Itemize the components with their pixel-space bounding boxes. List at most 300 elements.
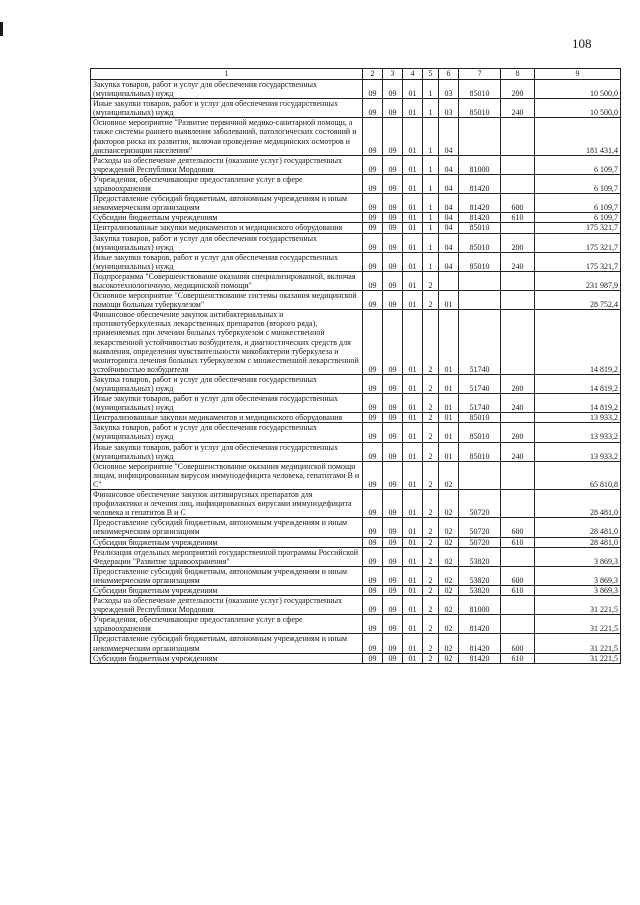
row-code-c4: 01 [403,423,423,442]
row-name: Расходы на обеспечение деятельности (оказание услуг) государственных учреждений Республики Мордовия [91,155,363,174]
row-code-c6: 04 [439,213,459,223]
row-code-c3: 09 [383,634,403,653]
row-amount: 10 500,0 [535,99,621,118]
table-row [91,461,621,489]
row-name: Субсидии бюджетным учреждениям [91,653,363,663]
column-header-7: 7 [459,69,501,80]
row-code-c6: 02 [439,547,459,566]
table-row [91,374,621,393]
row-code-c8: 600 [501,194,535,213]
table-row [91,80,621,99]
row-code-c8: 240 [501,394,535,413]
row-name: Подпрограмма "Совершенствование оказания специализированной, включая высокотехнологичную, медицинской помощи" [91,271,363,290]
row-code-c7: 53820 [459,566,501,585]
row-code-c5: 1 [423,213,439,223]
row-code-c3: 09 [383,223,403,233]
row-code-c7: 51740 [459,310,501,375]
row-code-c5: 1 [423,233,439,252]
row-code-c2: 09 [363,252,383,271]
row-code-c4: 01 [403,566,423,585]
table-row [91,518,621,537]
row-code-c7: 85010 [459,423,501,442]
row-code-c4: 01 [403,653,423,663]
row-code-c8 [501,223,535,233]
row-name: Иные закупки товаров, работ и услуг для обеспечения государственных (муниципальных) нужд [91,99,363,118]
row-code-c5: 2 [423,615,439,634]
row-code-c5: 2 [423,394,439,413]
row-code-c5: 1 [423,252,439,271]
row-code-c7: 81420 [459,213,501,223]
row-code-c5: 1 [423,80,439,99]
row-code-c2: 09 [363,155,383,174]
row-amount: 175 321,7 [535,223,621,233]
row-amount: 14 819,2 [535,394,621,413]
row-code-c7: 85010 [459,80,501,99]
row-code-c7: 85010 [459,252,501,271]
table-row [91,223,621,233]
row-amount: 175 321,7 [535,233,621,252]
row-code-c4: 01 [403,374,423,393]
row-name: Субсидии бюджетным учреждениям [91,585,363,595]
row-code-c4: 01 [403,461,423,489]
row-code-c8: 200 [501,80,535,99]
column-header-6: 6 [439,69,459,80]
row-code-c4: 01 [403,213,423,223]
row-code-c2: 09 [363,271,383,290]
column-header-5: 5 [423,69,439,80]
row-code-c6 [439,271,459,290]
row-code-c2: 09 [363,374,383,393]
row-code-c2: 09 [363,394,383,413]
row-code-c8: 240 [501,442,535,461]
row-name: Закупка товаров, работ и услуг для обеспечения государственных (муниципальных) нужд [91,233,363,252]
row-code-c3: 09 [383,653,403,663]
row-code-c3: 09 [383,291,403,310]
row-code-c5: 2 [423,653,439,663]
row-code-c5: 2 [423,442,439,461]
row-code-c2: 09 [363,223,383,233]
row-code-c2: 09 [363,423,383,442]
row-name: Предоставление субсидий бюджетным, автономным учреждениям и иным некоммерческим организациям [91,566,363,585]
row-code-c2: 09 [363,596,383,615]
row-code-c3: 09 [383,585,403,595]
row-code-c7: 51740 [459,374,501,393]
table-row [91,291,621,310]
row-amount: 31 221,5 [535,634,621,653]
row-code-c8 [501,461,535,489]
row-code-c4: 01 [403,194,423,213]
row-name: Централизованные закупки медикаментов и медицинского оборудования [91,413,363,423]
scan-edge-mark [0,22,3,36]
row-code-c5: 2 [423,596,439,615]
table-row [91,174,621,193]
row-name: Иные закупки товаров, работ и услуг для обеспечения государственных (муниципальных) нужд [91,442,363,461]
row-code-c6: 02 [439,615,459,634]
row-name: Иные закупки товаров, работ и услуг для обеспечения государственных (муниципальных) нужд [91,394,363,413]
row-code-c4: 01 [403,615,423,634]
row-code-c8: 240 [501,252,535,271]
row-code-c5: 2 [423,490,439,518]
table-row [91,537,621,547]
row-amount: 13 933,2 [535,442,621,461]
row-code-c6: 01 [439,442,459,461]
table-row [91,271,621,290]
row-code-c8: 600 [501,566,535,585]
row-code-c4: 01 [403,99,423,118]
table-row [91,310,621,375]
row-code-c6: 02 [439,566,459,585]
row-code-c2: 09 [363,585,383,595]
row-code-c7: 50720 [459,537,501,547]
row-code-c7 [459,118,501,155]
row-code-c4: 01 [403,155,423,174]
row-code-c2: 09 [363,213,383,223]
table-row [91,585,621,595]
row-code-c4: 01 [403,596,423,615]
row-code-c3: 09 [383,310,403,375]
table-row [91,233,621,252]
row-code-c3: 09 [383,423,403,442]
column-header-8: 8 [501,69,535,80]
row-code-c6: 04 [439,194,459,213]
row-code-c2: 09 [363,615,383,634]
row-name: Основное мероприятие "Совершенствование оказания медицинской помощи лицам, инфицированным вирусом иммунодефицита человека, гепатитами В и С" [91,461,363,489]
row-amount: 3 869,3 [535,547,621,566]
row-code-c8 [501,547,535,566]
row-code-c7: 51740 [459,394,501,413]
row-amount: 175 321,7 [535,252,621,271]
table-row [91,634,621,653]
row-code-c6: 03 [439,99,459,118]
row-code-c5: 1 [423,99,439,118]
row-code-c6: 04 [439,155,459,174]
row-code-c5: 2 [423,423,439,442]
row-code-c5: 2 [423,461,439,489]
row-code-c6: 04 [439,252,459,271]
row-amount: 13 933,2 [535,423,621,442]
column-header-1: 1 [91,69,363,80]
row-code-c5: 2 [423,585,439,595]
row-code-c2: 09 [363,518,383,537]
row-code-c3: 09 [383,233,403,252]
row-code-c4: 01 [403,271,423,290]
row-code-c2: 09 [363,566,383,585]
row-code-c4: 01 [403,490,423,518]
table-row [91,252,621,271]
row-amount: 181 431,4 [535,118,621,155]
row-code-c5: 1 [423,194,439,213]
row-code-c5: 2 [423,374,439,393]
row-code-c2: 09 [363,537,383,547]
row-code-c6: 01 [439,394,459,413]
row-code-c2: 09 [363,174,383,193]
row-code-c5: 2 [423,634,439,653]
row-code-c3: 09 [383,596,403,615]
table-row [91,413,621,423]
row-amount: 65 810,8 [535,461,621,489]
row-code-c4: 01 [403,634,423,653]
row-code-c3: 09 [383,174,403,193]
table-row [91,653,621,663]
row-name: Расходы на обеспечение деятельности (оказание услуг) государственных учреждений Республики Мордовия [91,596,363,615]
row-code-c6: 01 [439,310,459,375]
row-name: Основное мероприятие "Развитие первичной медико-санитарной помощи, а также системы раннего выявления заболеваний, патологических состояний и факторов риска их развития, включая проведение медицинских осмотров и диспансеризации населения" [91,118,363,155]
row-code-c2: 09 [363,547,383,566]
row-amount: 31 221,5 [535,596,621,615]
row-code-c6: 01 [439,291,459,310]
row-code-c5: 2 [423,413,439,423]
row-code-c3: 09 [383,490,403,518]
row-code-c5: 2 [423,566,439,585]
row-name: Предоставление субсидий бюджетным, автономным учреждениям и иным некоммерческим организациям [91,634,363,653]
row-amount: 28 752,4 [535,291,621,310]
row-code-c4: 01 [403,413,423,423]
row-code-c7: 81000 [459,155,501,174]
row-code-c5: 2 [423,310,439,375]
row-code-c7 [459,461,501,489]
row-code-c6: 02 [439,585,459,595]
row-code-c3: 09 [383,213,403,223]
row-amount: 14 819,2 [535,310,621,375]
table-row [91,213,621,223]
row-code-c8 [501,310,535,375]
row-code-c2: 09 [363,653,383,663]
row-name: Предоставление субсидий бюджетным, автономным учреждениям и иным некоммерческим организациям [91,194,363,213]
table-row [91,615,621,634]
row-name: Закупка товаров, работ и услуг для обеспечения государственных (муниципальных) нужд [91,423,363,442]
row-code-c5: 2 [423,271,439,290]
row-code-c3: 09 [383,80,403,99]
row-code-c2: 09 [363,194,383,213]
row-name: Реализация отдельных мероприятий государственной программы Российской Федерации "Развитие здравоохранения" [91,547,363,566]
row-name: Закупка товаров, работ и услуг для обеспечения государственных (муниципальных) нужд [91,80,363,99]
row-code-c7: 85010 [459,99,501,118]
row-code-c6: 02 [439,596,459,615]
row-code-c5: 2 [423,518,439,537]
row-code-c6: 02 [439,653,459,663]
row-code-c4: 01 [403,537,423,547]
row-code-c7: 50720 [459,518,501,537]
row-code-c7: 81420 [459,194,501,213]
row-name: Финансовое обеспечение закупок антибактериальных и противотуберкулезных лекарственных препаратов (второго ряда), применяемых при лечении больных туберкулезом с множественной лекарственной устойчивостью возбудителя, и диагностических средств для выявления, определения чувствительности микобактерии туберкулеза и мониторинга лечения больных туберкулезом с множественной лекарственной устойчивостью возбудителя [91,310,363,375]
row-code-c7: 81420 [459,653,501,663]
row-code-c5: 2 [423,291,439,310]
row-name: Субсидии бюджетным учреждениям [91,213,363,223]
row-name: Учреждения, обеспечивающие предоставление услуг в сфере здравоохранения [91,615,363,634]
row-amount: 28 481,0 [535,537,621,547]
row-amount: 28 481,0 [535,518,621,537]
row-code-c4: 01 [403,252,423,271]
table-row [91,490,621,518]
row-name: Централизованные закупки медикаментов и медицинского оборудования [91,223,363,233]
row-code-c6: 02 [439,634,459,653]
row-name: Предоставление субсидий бюджетным, автономным учреждениям и иным некоммерческим организациям [91,518,363,537]
row-amount: 6 109,7 [535,174,621,193]
row-code-c6: 02 [439,490,459,518]
row-code-c4: 01 [403,233,423,252]
column-header-2: 2 [363,69,383,80]
row-code-c6: 04 [439,174,459,193]
row-code-c5: 1 [423,223,439,233]
row-code-c5: 2 [423,547,439,566]
row-amount: 13 933,2 [535,413,621,423]
row-code-c7: 81420 [459,634,501,653]
budget-table [90,68,621,664]
row-code-c7: 85010 [459,233,501,252]
row-amount: 14 819,2 [535,374,621,393]
row-code-c8: 240 [501,99,535,118]
row-code-c4: 01 [403,118,423,155]
row-code-c2: 09 [363,310,383,375]
row-code-c4: 01 [403,547,423,566]
row-code-c8 [501,271,535,290]
row-code-c7: 53820 [459,547,501,566]
row-code-c7: 85010 [459,413,501,423]
row-code-c8: 200 [501,374,535,393]
row-code-c8 [501,155,535,174]
row-code-c3: 09 [383,537,403,547]
row-amount: 3 869,3 [535,585,621,595]
row-code-c8: 610 [501,537,535,547]
page-number: 108 [572,36,592,51]
row-code-c2: 09 [363,461,383,489]
row-name: Финансовое обеспечение закупок антивирусных препаратов для профилактики и лечения лиц, инфицированных вирусами иммунодефицита человека и гепатитов В и С [91,490,363,518]
row-code-c3: 09 [383,413,403,423]
row-code-c2: 09 [363,634,383,653]
row-code-c3: 09 [383,615,403,634]
row-code-c7: 81420 [459,174,501,193]
row-code-c6: 02 [439,518,459,537]
row-code-c3: 09 [383,461,403,489]
row-code-c8: 600 [501,634,535,653]
row-name: Иные закупки товаров, работ и услуг для обеспечения государственных (муниципальных) нужд [91,252,363,271]
row-code-c8 [501,615,535,634]
row-code-c7: 81000 [459,596,501,615]
row-code-c6: 02 [439,537,459,547]
row-code-c8 [501,413,535,423]
row-code-c7: 85010 [459,442,501,461]
row-code-c4: 01 [403,442,423,461]
table-row [91,99,621,118]
row-code-c6: 01 [439,413,459,423]
row-code-c5: 1 [423,118,439,155]
row-name: Основное мероприятие "Совершенствование системы оказания медицинской помощи больным туберкулезом" [91,291,363,310]
row-code-c6: 03 [439,80,459,99]
row-code-c7: 85010 [459,223,501,233]
row-amount: 3 869,3 [535,566,621,585]
row-name: Субсидии бюджетным учреждениям [91,537,363,547]
row-code-c8 [501,174,535,193]
row-code-c7: 81420 [459,615,501,634]
row-amount: 6 109,7 [535,194,621,213]
table-row [91,423,621,442]
row-code-c2: 09 [363,442,383,461]
row-code-c4: 01 [403,223,423,233]
row-code-c7: 53820 [459,585,501,595]
table-row [91,155,621,174]
row-amount: 6 109,7 [535,155,621,174]
table-row [91,547,621,566]
row-code-c8: 610 [501,213,535,223]
table-row [91,118,621,155]
row-code-c6: 04 [439,233,459,252]
row-code-c3: 09 [383,118,403,155]
row-code-c8 [501,118,535,155]
row-code-c3: 09 [383,194,403,213]
row-amount: 231 987,9 [535,271,621,290]
row-code-c5: 2 [423,537,439,547]
column-header-3: 3 [383,69,403,80]
row-code-c3: 09 [383,566,403,585]
row-code-c3: 09 [383,252,403,271]
row-code-c6: 04 [439,223,459,233]
row-code-c8: 600 [501,518,535,537]
table-header-row [91,69,621,80]
row-code-c4: 01 [403,310,423,375]
row-code-c3: 09 [383,374,403,393]
row-code-c6: 01 [439,374,459,393]
row-code-c6: 01 [439,423,459,442]
row-code-c3: 09 [383,547,403,566]
row-code-c4: 01 [403,80,423,99]
table-row [91,566,621,585]
row-code-c2: 09 [363,118,383,155]
row-code-c6: 04 [439,118,459,155]
row-amount: 31 221,5 [535,653,621,663]
row-code-c2: 09 [363,80,383,99]
row-code-c4: 01 [403,291,423,310]
table-row [91,394,621,413]
row-code-c8: 610 [501,653,535,663]
row-code-c8 [501,291,535,310]
row-code-c8: 200 [501,233,535,252]
row-code-c4: 01 [403,585,423,595]
row-amount: 31 221,5 [535,615,621,634]
row-code-c3: 09 [383,518,403,537]
column-header-4: 4 [403,69,423,80]
row-code-c6: 02 [439,461,459,489]
row-name: Учреждения, обеспечивающие предоставление услуг в сфере здравоохранения [91,174,363,193]
row-code-c3: 09 [383,271,403,290]
row-code-c8 [501,596,535,615]
table-body [91,69,621,664]
row-amount: 28 481,0 [535,490,621,518]
row-code-c2: 09 [363,490,383,518]
row-code-c3: 09 [383,394,403,413]
row-code-c3: 09 [383,155,403,174]
row-code-c8: 200 [501,423,535,442]
row-code-c2: 09 [363,291,383,310]
column-header-9: 9 [535,69,621,80]
row-code-c3: 09 [383,99,403,118]
row-code-c2: 09 [363,99,383,118]
row-amount: 10 500,0 [535,80,621,99]
row-code-c8 [501,490,535,518]
row-code-c4: 01 [403,518,423,537]
row-code-c4: 01 [403,394,423,413]
row-code-c2: 09 [363,413,383,423]
row-code-c7: 50720 [459,490,501,518]
table-row [91,442,621,461]
row-code-c4: 01 [403,174,423,193]
row-code-c7 [459,271,501,290]
table-row [91,194,621,213]
row-code-c2: 09 [363,233,383,252]
table-row [91,596,621,615]
row-code-c3: 09 [383,442,403,461]
row-name: Закупка товаров, работ и услуг для обеспечения государственных (муниципальных) нужд [91,374,363,393]
row-code-c5: 1 [423,155,439,174]
